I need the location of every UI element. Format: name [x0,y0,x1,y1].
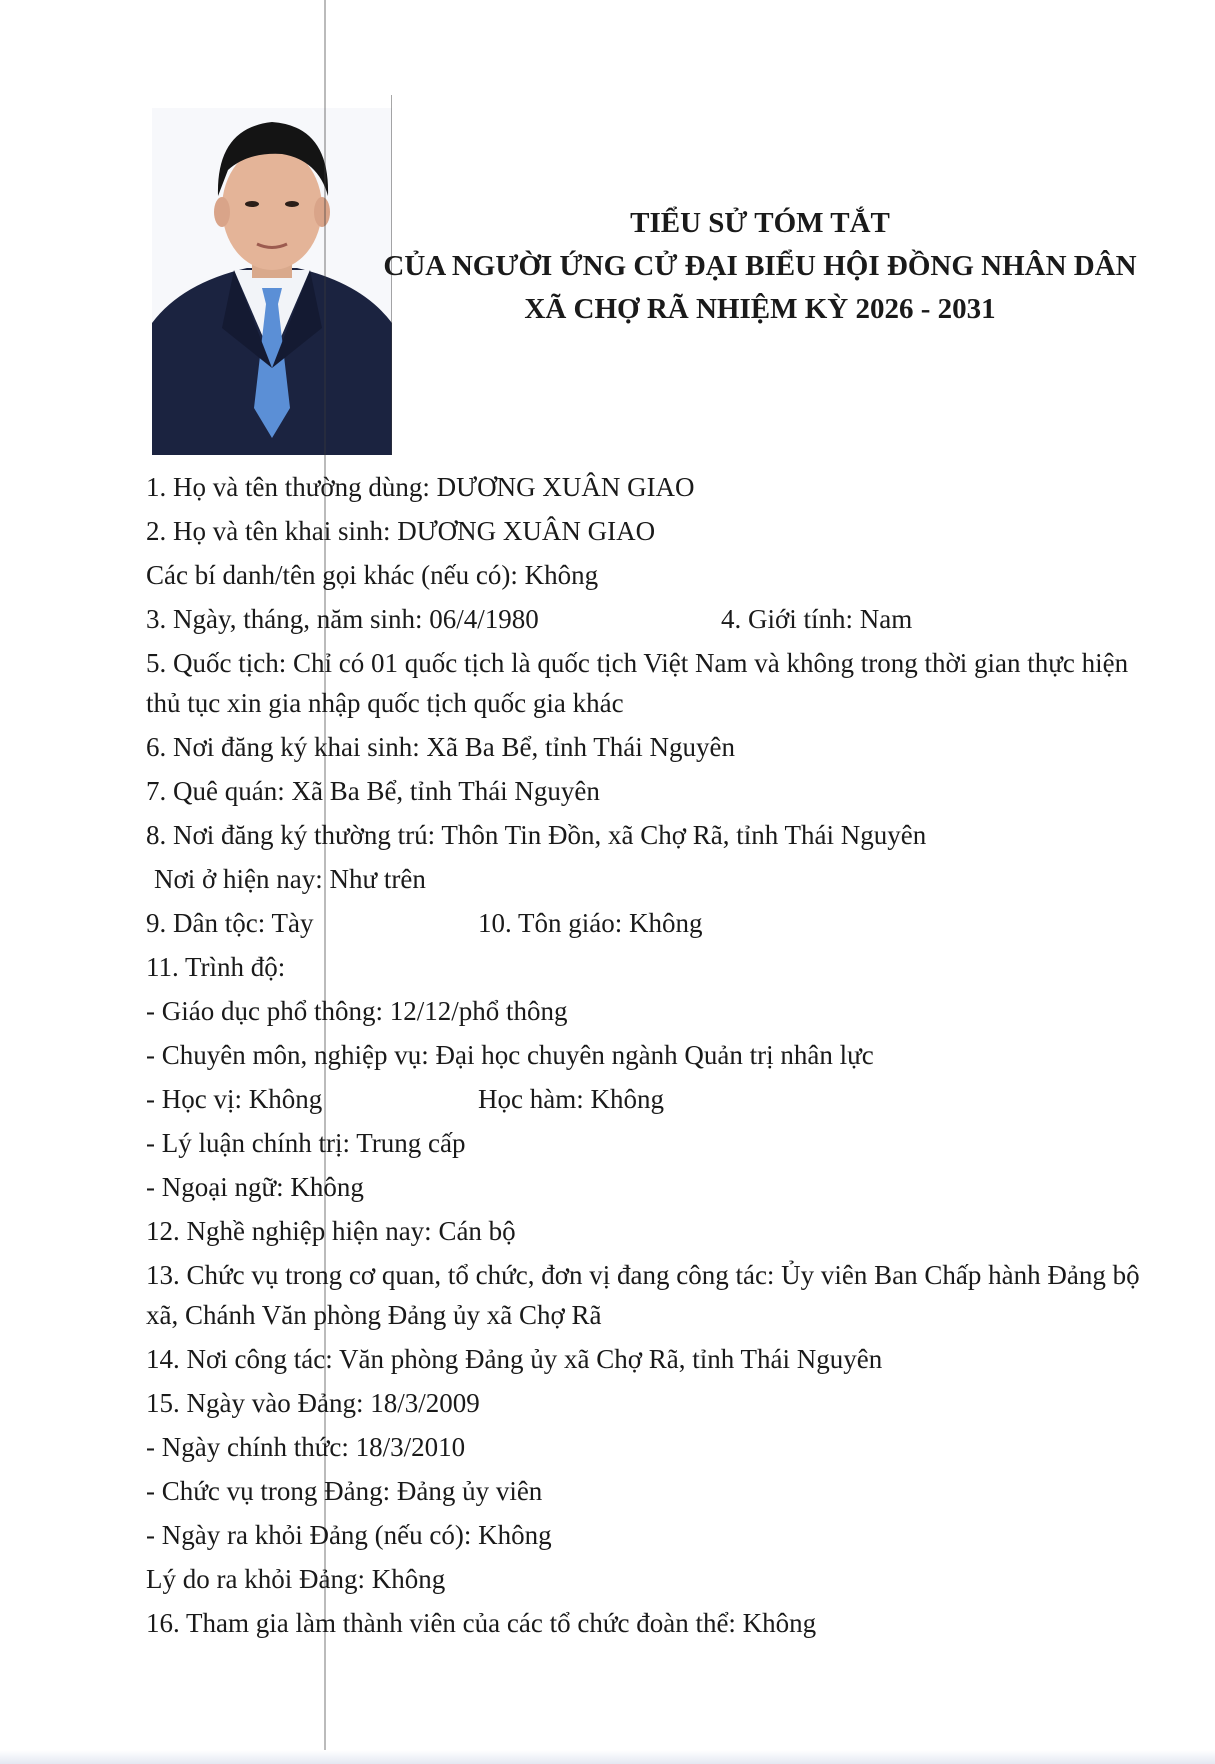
field-party-position: - Chức vụ trong Đảng: Đảng ủy viên [146,1476,543,1506]
title-line-1: TIỂU SỬ TÓM TẮT [630,207,890,239]
document-title [380,202,1140,331]
field-hometown: 7. Quê quán: Xã Ba Bể, tỉnh Thái Nguyên [146,776,600,806]
field-political-theory: - Lý luận chính trị: Trung cấp [146,1128,466,1158]
field-general-education: - Giáo dục phổ thông: 12/12/phổ thông [146,996,568,1026]
field-gender: 4. Giới tính: Nam [721,604,913,634]
field-position: 13. Chức vụ trong cơ quan, tổ chức, đơn vị đang công tác: Ủy viên Ban Chấp hành Đảng bộ xã, Chánh Văn phòng Đảng ủy xã Chợ Rã [146,1260,1140,1330]
title-line-2: CỦA NGƯỜI ỨNG CỬ ĐẠI BIỂU HỘI ĐỒNG NHÂN DÂN [383,250,1137,282]
field-nationality: 5. Quốc tịch: Chỉ có 01 quốc tịch là quốc tịch Việt Nam và không trong thời gian thực hiện thủ tục xin gia nhập quốc tịch quốc gia khác [146,648,1129,718]
field-party-leave-reason: Lý do ra khỏi Đảng: Không [146,1564,446,1594]
field-aliases: Các bí danh/tên gọi khác (nếu có): Không [146,560,599,590]
title-line-3: XÃ CHỢ RÃ NHIỆM KỲ 2026 - 2031 [524,293,996,325]
field-ethnicity-religion-row [146,901,1166,945]
scan-bottom-edge [0,1750,1215,1764]
field-party-join-date: 15. Ngày vào Đảng: 18/3/2009 [146,1388,480,1418]
field-party-official-date: - Ngày chính thức: 18/3/2010 [146,1432,466,1462]
portrait-photo [152,108,392,455]
field-date-of-birth: 3. Ngày, tháng, năm sinh: 06/4/1980 [146,604,539,634]
biography-fields [146,465,1166,1645]
field-academic-rank: Học hàm: Không [478,1084,664,1114]
field-party-leave-date: - Ngày ra khỏi Đảng (nếu có): Không [146,1520,552,1550]
field-organizations: 16. Tham gia làm thành viên của các tổ chức đoàn thể: Không [146,1608,817,1638]
field-ethnicity: 9. Dân tộc: Tày [146,908,314,938]
field-dob-gender-row [146,597,1166,641]
field-current-residence: Nơi ở hiện nay: Như trên [154,864,426,894]
field-academic-degree: - Học vị: Không [146,1084,323,1114]
field-religion: 10. Tôn giáo: Không [478,908,703,938]
field-birth-registration: 6. Nơi đăng ký khai sinh: Xã Ba Bể, tỉnh Thái Nguyên [146,732,735,762]
field-foreign-language: - Ngoại ngữ: Không [146,1172,364,1202]
field-degree-rank-row [146,1077,1166,1121]
field-permanent-residence: 8. Nơi đăng ký thường trú: Thôn Tin Đồn, xã Chợ Rã, tỉnh Thái Nguyên [146,820,927,850]
field-occupation: 12. Nghề nghiệp hiện nay: Cán bộ [146,1216,516,1246]
field-qualifications: 11. Trình độ: [146,952,286,982]
field-workplace: 14. Nơi công tác: Văn phòng Đảng ủy xã Chợ Rã, tỉnh Thái Nguyên [146,1344,883,1374]
field-common-name: 1. Họ và tên thường dùng: DƯƠNG XUÂN GIAO [146,472,695,502]
field-professional-major: - Chuyên môn, nghiệp vụ: Đại học chuyên ngành Quản trị nhân lực [146,1040,874,1070]
field-birth-name: 2. Họ và tên khai sinh: DƯƠNG XUÂN GIAO [146,516,656,546]
